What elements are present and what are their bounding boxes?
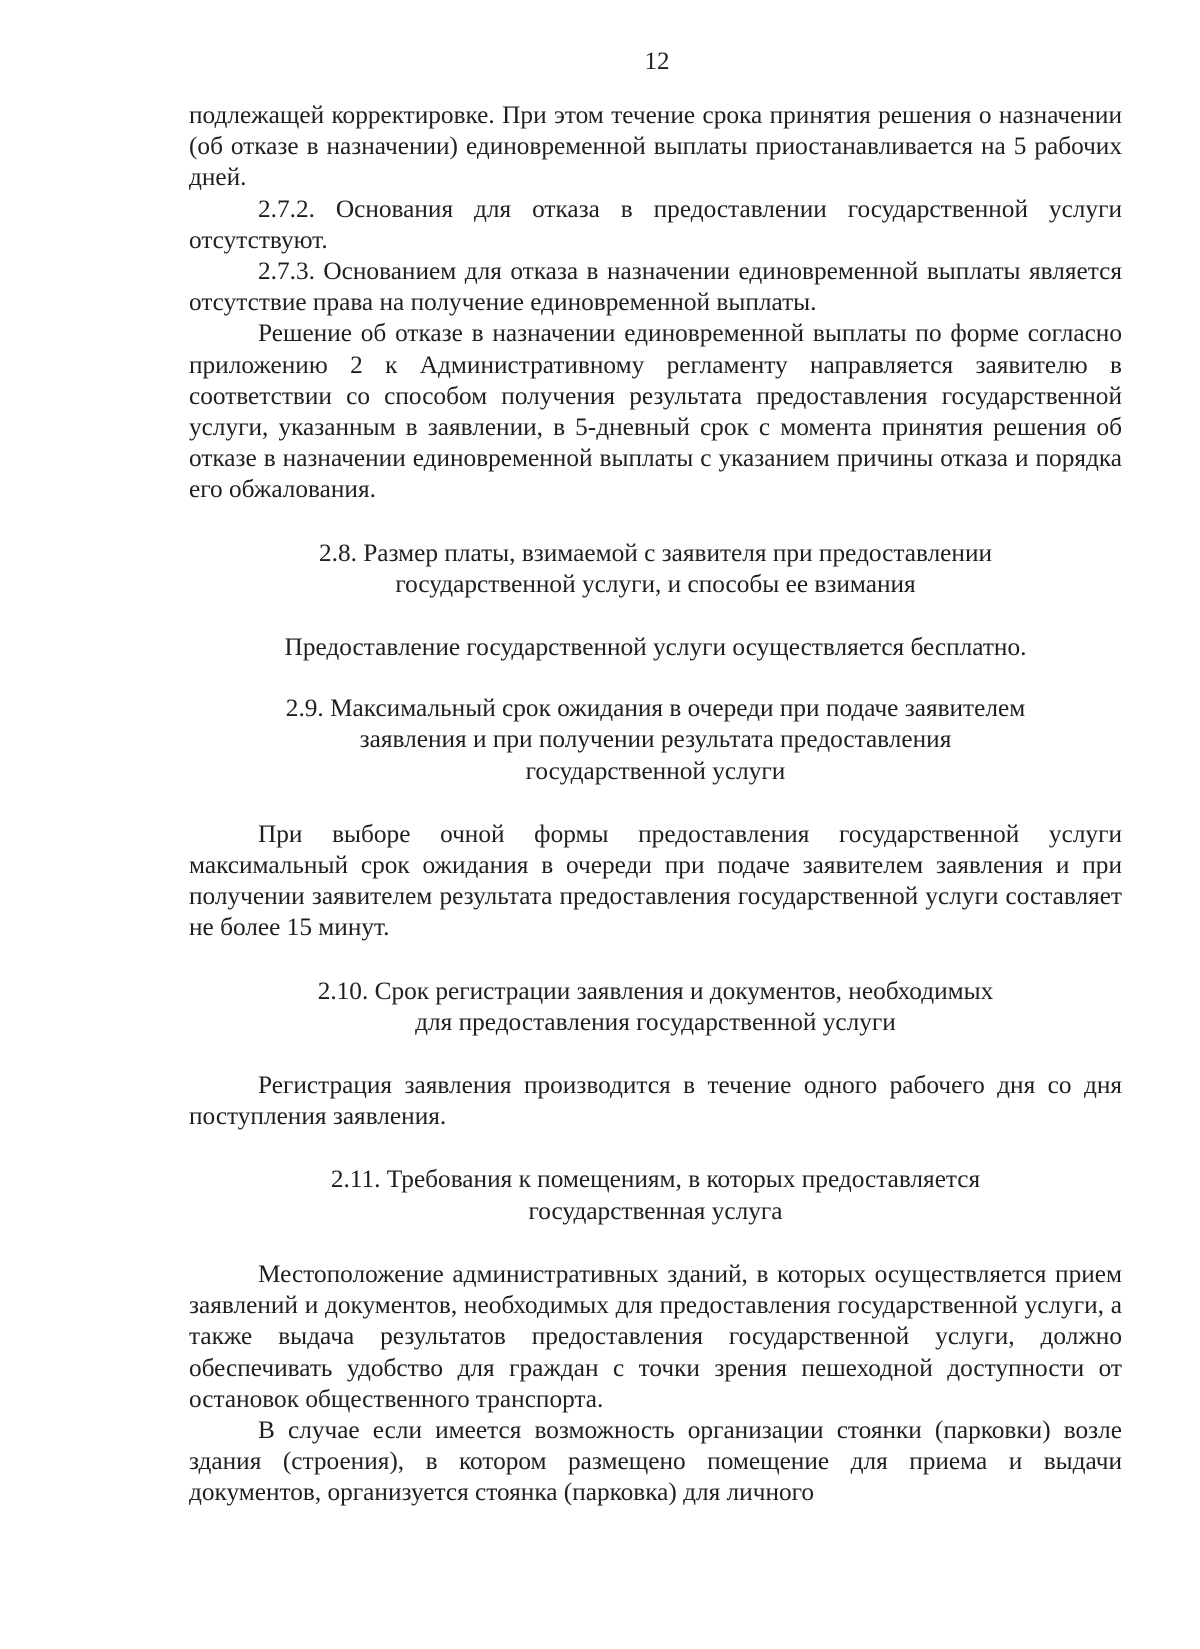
- heading-line: государственной услуги: [525, 756, 786, 785]
- heading-line: для предоставления государственной услуги: [415, 1007, 896, 1036]
- heading-line: 2.9. Максимальный срок ожидания в очереди при подаче заявителем: [285, 694, 1026, 723]
- paragraph: При выборе очной формы предоставления государственной услуги максимальный срок ожидания в очереди при подаче заявителем заявления и при получении заявителем результата предоставления государственной услуги составляет не более 15 минут.: [189, 819, 1122, 942]
- section-heading-2-9: [189, 693, 1122, 787]
- section-heading-2-10: [189, 976, 1122, 1038]
- heading-line: 2.11. Требования к помещениям, в которых предоставляется: [330, 1165, 981, 1194]
- heading-line: государственной услуги, и способы ее взимания: [395, 569, 916, 598]
- paragraph: Решение об отказе в назначении единовременной выплаты по форме согласно приложению 2 к Административному регламенту направляется заявителю в соответствии со способом получения результата предоставления государственной услуги, указанным в заявлении, в 5-дневный срок с момента принятия решения об отказе в назначении единовременной выплаты с указанием причины отказа и порядка его обжалования.: [189, 319, 1122, 504]
- paragraph: В случае если имеется возможность организации стоянки (парковки) возле здания (строения), в котором размещено помещение для приема и выдачи документов, организуется стоянка (парковка) для личного: [189, 1415, 1122, 1507]
- document-body: [189, 100, 1122, 1509]
- paragraph: 2.7.2. Основания для отказа в предоставлении государственной услуги отсутствуют.: [189, 194, 1122, 254]
- heading-line: 2.10. Срок регистрации заявления и документов, необходимых: [317, 976, 994, 1005]
- heading-line: заявления и при получении результата предоставления: [359, 725, 952, 754]
- paragraph: Предоставление государственной услуги осуществляется бесплатно.: [284, 633, 1027, 662]
- heading-line: 2.8. Размер платы, взимаемой с заявителя при предоставлении: [318, 538, 993, 567]
- section-heading-2-11: [189, 1164, 1122, 1226]
- paragraph: 2.7.3. Основанием для отказа в назначении единовременной выплаты является отсутствие права на получение единовременной выплаты.: [189, 257, 1122, 317]
- heading-line: государственная услуга: [528, 1196, 783, 1225]
- paragraph: Местоположение административных зданий, в которых осуществляется прием заявлений и документов, необходимых для предоставления государственной услуги, а также выдача результатов предоставления государственной услуги, должно обеспечивать удобство для граждан с точки зрения пешеходной доступности от остановок общественного транспорта.: [189, 1259, 1122, 1413]
- paragraph: Регистрация заявления производится в течение одного рабочего дня со дня поступления заявления.: [189, 1071, 1122, 1131]
- page-number: 12: [644, 48, 670, 75]
- section-heading-2-8: [189, 538, 1122, 600]
- paragraph: подлежащей корректировке. При этом течение срока принятия решения о назначении (об отказе в назначении) единовременной выплаты приостанавливается на 5 рабочих дней.: [189, 101, 1122, 192]
